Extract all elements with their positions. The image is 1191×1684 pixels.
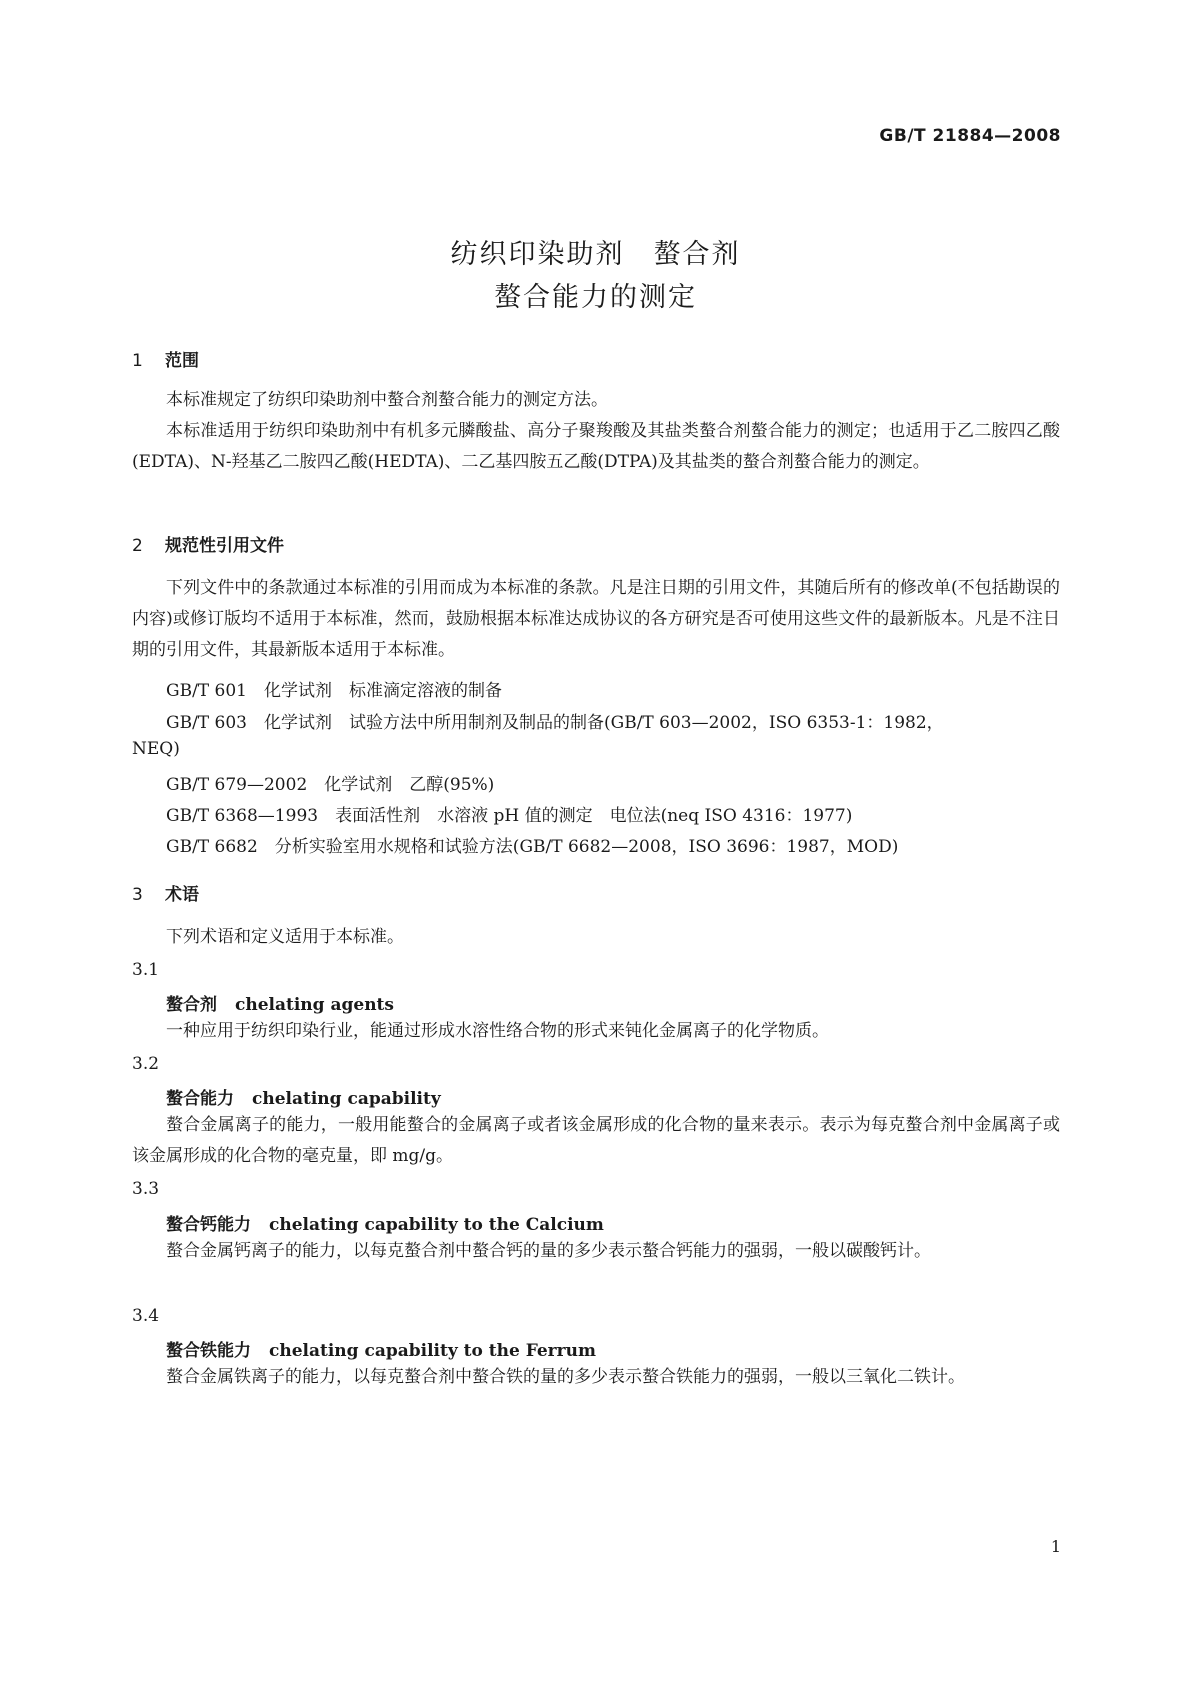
term-zh: 螯合铁能力 [166, 1341, 251, 1361]
standard-id: GB/T 21884—2008 [879, 126, 1061, 146]
reference-item: GB/T 603 化学试剂 试验方法中所用制剂及制品的制备(GB/T 603—2002，ISO 6353-1：1982， [166, 713, 944, 733]
term-en: chelating capability to the Calcium [269, 1215, 604, 1235]
doc-title-line1: 纺织印染助剂 螯合剂 [450, 239, 741, 270]
section-title: 术语 [165, 885, 199, 905]
section-1-para-2: 本标准适用于纺织印染助剂中有机多元膦酸盐、高分子聚羧酸及其盐类螯合剂螯合能力的测定；也适用于乙二胺四乙酸(EDTA)、N-羟基乙二胺四乙酸(HEDTA)、二乙基四胺五乙酸(DTPA)及其盐类的螯合剂螯合能力的测定。 [132, 421, 1060, 472]
term-definition: 螯合金属钙离子的能力，以每克螯合剂中螯合钙的量的多少表示螯合钙能力的强弱，一般以碳酸钙计。 [166, 1241, 931, 1261]
term-en: chelating capability [252, 1089, 441, 1109]
section-3-para-1: 下列术语和定义适用于本标准。 [166, 927, 404, 947]
section-number: 3 [132, 885, 143, 905]
term-zh: 螯合钙能力 [166, 1215, 251, 1235]
section-1-heading [132, 346, 199, 371]
term-number: 3.1 [132, 960, 160, 980]
reference-item: GB/T 601 化学试剂 标准滴定溶液的制备 [166, 681, 502, 701]
term-en: chelating agents [235, 995, 394, 1015]
term-number: 3.3 [132, 1179, 160, 1199]
term-definition: 螯合金属铁离子的能力，以每克螯合剂中螯合铁的量的多少表示螯合铁能力的强弱，一般以三氧化二铁计。 [166, 1367, 965, 1387]
reference-item: GB/T 6682 分析实验室用水规格和试验方法(GB/T 6682—2008，ISO 3696：1987，MOD) [166, 837, 899, 857]
doc-title-line2: 螯合能力的测定 [494, 282, 697, 313]
term-definition: 一种应用于纺织印染行业，能通过形成水溶性络合物的形式来钝化金属离子的化学物质。 [166, 1021, 829, 1041]
section-title: 范围 [165, 351, 199, 371]
term-number: 3.2 [132, 1054, 160, 1074]
term-heading [166, 1084, 441, 1109]
term-heading [166, 1210, 604, 1235]
term-heading [166, 1336, 596, 1361]
section-1-para-1: 本标准规定了纺织印染助剂中螯合剂螯合能力的测定方法。 [166, 390, 608, 410]
section-2-para-1: 下列文件中的条款通过本标准的引用而成为本标准的条款。凡是注日期的引用文件，其随后所有的修改单(不包括勘误的内容)或修订版均不适用于本标准，然而，鼓励根据本标准达成协议的各方研究是否可使用这些文件的最新版本。凡是不注日期的引用文件，其最新版本适用于本标准。 [132, 578, 1060, 660]
term-definition: 螯合金属离子的能力，一般用能螯合的金属离子或者该金属形成的化合物的量来表示。表示为每克螯合剂中金属离子或该金属形成的化合物的毫克量，即 mg/g。 [132, 1115, 1060, 1166]
reference-item: GB/T 6368—1993 表面活性剂 水溶液 pH 值的测定 电位法(neq ISO 4316：1977) [166, 806, 853, 826]
term-number: 3.4 [132, 1306, 160, 1326]
term-zh: 螯合剂 [166, 995, 217, 1015]
page-number: 1 [1050, 1537, 1061, 1556]
section-3-heading [132, 880, 199, 905]
reference-item: GB/T 679—2002 化学试剂 乙醇(95%) [166, 775, 495, 795]
reference-item-continued: NEQ) [132, 739, 180, 759]
section-number: 1 [132, 351, 143, 371]
section-number: 2 [132, 536, 143, 556]
section-title: 规范性引用文件 [165, 536, 284, 556]
term-zh: 螯合能力 [166, 1089, 234, 1109]
term-en: chelating capability to the Ferrum [269, 1341, 596, 1361]
term-heading [166, 990, 394, 1015]
section-2-heading [132, 531, 284, 556]
